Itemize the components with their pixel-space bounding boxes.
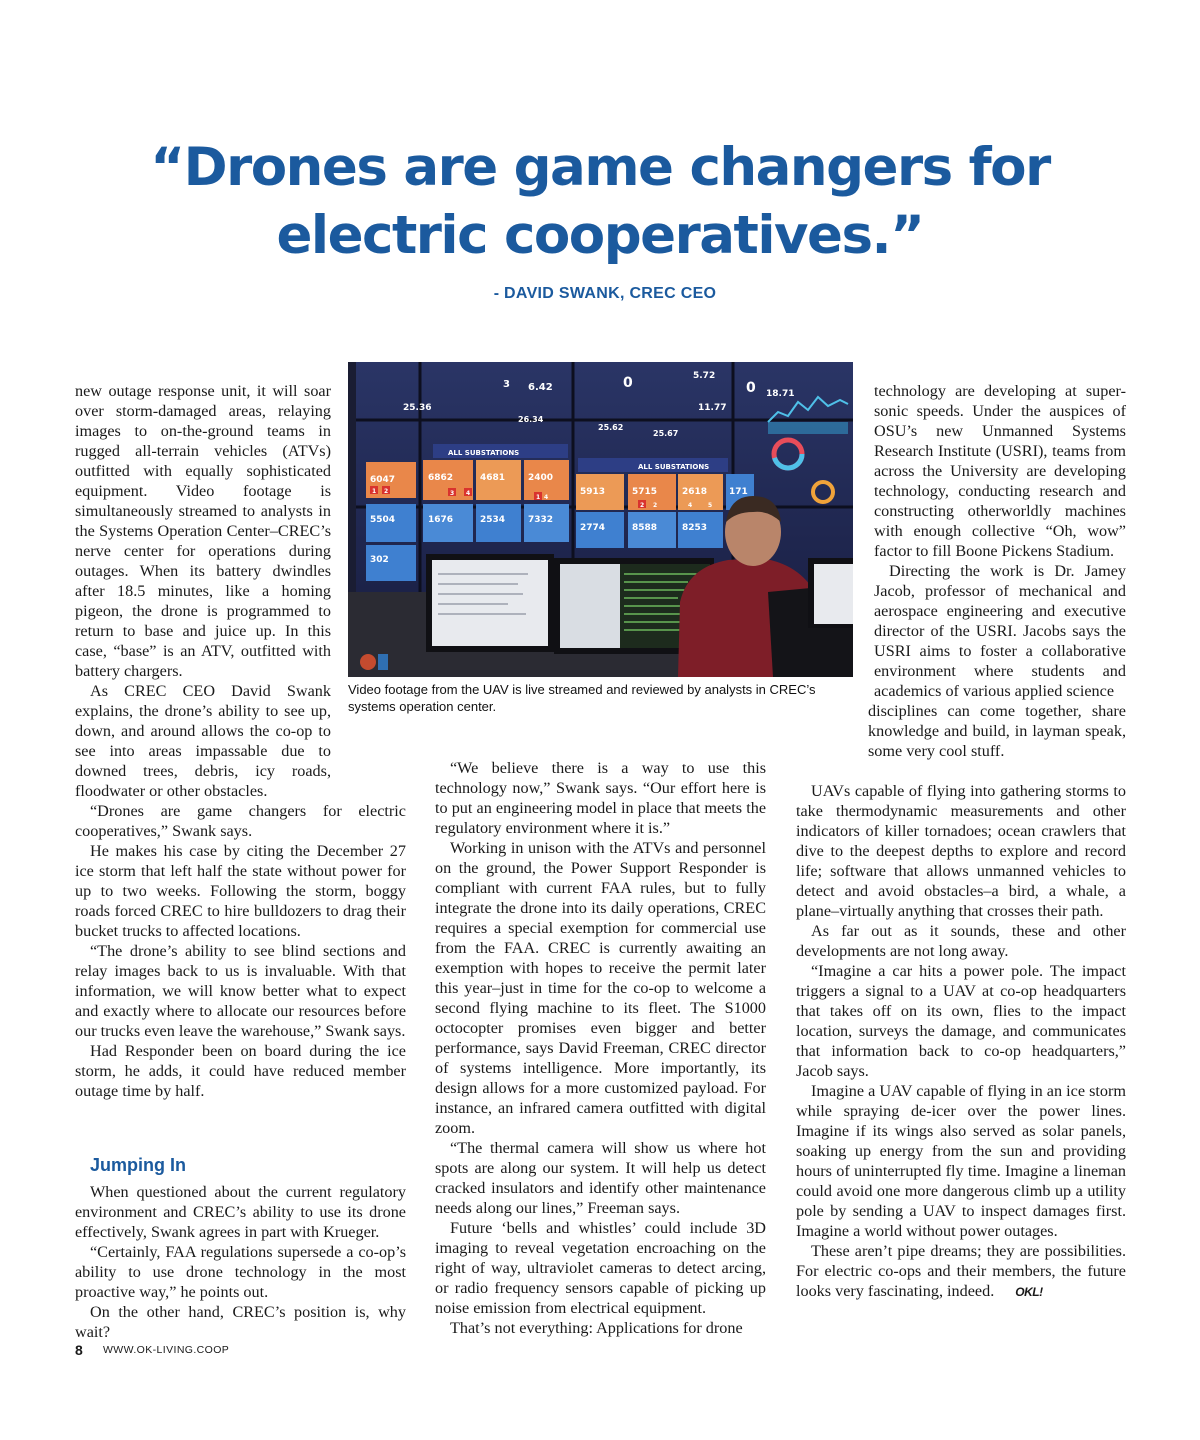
- screen-label: 0: [623, 375, 633, 391]
- section-subhead: Jumping In: [90, 1155, 186, 1175]
- operations-center-photo: [348, 362, 853, 677]
- end-mark-logo: OKL!: [1015, 1285, 1043, 1299]
- screen-label: 8253: [682, 523, 708, 533]
- screen-label: 7332: [528, 515, 554, 525]
- paragraph: [796, 1241, 1126, 1302]
- screen-label: 2: [653, 502, 658, 509]
- screen-label: 4681: [480, 473, 506, 483]
- paragraph-text: These aren’t pipe dreams; they are possibilities. For electric co-ops and their members, the future looks very fascinating, indeed.: [796, 1242, 1126, 1300]
- screen-label: 2400: [528, 473, 554, 483]
- paragraph: “Certainly, FAA regulations supersede a co-op’s ability to use drone technology in the most proactive way,” he points out.: [75, 1243, 406, 1301]
- screen-label: 2: [384, 488, 389, 495]
- screen-label: 0: [746, 380, 756, 396]
- screen-label: 5504: [370, 515, 396, 525]
- paragraph: Working in unison with the ATVs and personnel on the ground, the Power Support Responder is compliant with current FAA rules, but to fully integrate the drone into its daily operations, CREC requires a special exemption for commercial use from the FAA. CREC is currently awaiting an exemption with hopes to receive the permit later this year–just in time for the co-op to welcome a second flying machine to its fleet. The S1000 octocopter promises even bigger and better performance, says David Freeman, CREC director of systems intelligence. More importantly, its design allows for a more customized payload. For instance, an infrared camera outfitted with digital zoom.: [435, 839, 766, 1137]
- article-column-3-top: [874, 381, 1126, 701]
- screen-label: 302: [370, 555, 389, 565]
- screen-label: 1676: [428, 515, 454, 525]
- screen-label: 1: [536, 494, 541, 501]
- screen-label: 1: [372, 488, 377, 495]
- paragraph: He makes his case by citing the December 27 ice storm that left half the state without power for up to two weeks. Following the storm, boggy roads forced CREC to hire bulldozers to drag their bucket trucks to affected locations.: [75, 842, 406, 940]
- footer-url: WWW.OK-LIVING.COOP: [103, 1344, 230, 1356]
- paragraph: “Imagine a car hits a power pole. The impact triggers a signal to a UAV at co-op headquarters that takes off on its own, flies to the impact location, surveys the damage, and communicates that information back to co-op headquarters,” Jacob says.: [796, 962, 1126, 1080]
- screen-label: 4: [544, 494, 549, 501]
- screen-label: 18.71: [766, 389, 795, 399]
- screen-label: 2534: [480, 515, 506, 525]
- screen-label: 4: [466, 490, 471, 497]
- article-column-3-mid: [868, 701, 1126, 761]
- photo-caption: Video footage from the UAV is live streamed and reviewed by analysts in CREC’s systems operation center.: [348, 682, 816, 714]
- screen-label: 5913: [580, 487, 606, 497]
- pull-quote: [0, 134, 1200, 270]
- screen-label: 171: [729, 487, 748, 497]
- screen-label: 5715: [632, 487, 658, 497]
- paragraph: “The thermal camera will show us where hot spots are along our system. It will help us detect cracked insulators and identify other maintenance needs along our lines,” Freeman says.: [435, 1139, 766, 1217]
- article-column-1-continued: [75, 1182, 406, 1342]
- screen-label: 25.62: [598, 423, 624, 432]
- paragraph: On the other hand, CREC’s position is, why wait?: [75, 1303, 406, 1341]
- screen-label: 11.77: [698, 403, 727, 413]
- screen-label: 2: [640, 502, 645, 509]
- screen-label: 25.67: [653, 429, 679, 438]
- screen-label: 6047: [370, 475, 396, 485]
- paragraph: As far out as it sounds, these and other developments are not long away.: [796, 922, 1126, 960]
- paragraph: “Drones are game changers for electric cooperatives,” Swank says.: [75, 802, 406, 840]
- screen-label: 8588: [632, 523, 658, 533]
- paragraph: Had Responder been on board during the ice storm, he adds, it could have reduced member outage time by half.: [75, 1042, 406, 1100]
- screen-label: 5.72: [693, 371, 716, 381]
- paragraph: Directing the work is Dr. Jamey Jacob, professor of mechanical and aerospace engineering and executive director of the USRI. Jacobs says the USRI aims to foster a collaborative environment where students and academics of various applied science: [874, 562, 1126, 700]
- screen-label: 6862: [428, 473, 454, 483]
- screen-label: 5: [708, 502, 713, 509]
- paragraph: That’s not everything: Applications for drone: [450, 1319, 743, 1337]
- screen-label: 25.36: [403, 403, 432, 413]
- paragraph: “The drone’s ability to see blind sections and relay images back to us is invaluable. With that information, we will know better what to expect and exactly where to allocate our resources before our trucks even leave the warehouse,” Swank says.: [75, 942, 406, 1040]
- screen-label: ALL SUBSTATIONS: [638, 463, 710, 471]
- paragraph: Imagine a UAV capable of flying in an ice storm while spraying de-icer over the power lines. Imagine if its wings also served as solar panels, soaking up energy from the sun and providing hours of uninterrupted fly time. Imagine a lineman could avoid one more dangerous climb up a utility pole by sending a UAV to inspect damages first. Imagine a world without power outages.: [796, 1082, 1126, 1240]
- screen-label: 3: [450, 490, 455, 497]
- pull-quote-attribution: - DAVID SWANK, CREC CEO: [493, 285, 717, 302]
- article-column-3: [796, 781, 1126, 1302]
- page-number: 8: [75, 1342, 83, 1358]
- pull-quote-line-1: “Drones are game changers for: [150, 137, 1050, 198]
- paragraph: “We believe there is a way to use this technology now,” Swank says. “Our effort here is to put an engineering model in place that meets the regulatory environment where it is.”: [435, 759, 766, 837]
- operations-center-illustration: [348, 362, 853, 677]
- paragraph: As CREC CEO David Swank explains, the drone’s ability to see up, down, and around allows the co-op to see into areas impassable due to downed trees, debris, icy roads, floodwater or other obstacles.: [75, 682, 331, 800]
- article-column-2: [435, 758, 766, 1338]
- paragraph: new outage response unit, it will soar over storm-damaged areas, relaying images to on-the-ground teams in rugged all-terrain vehicles (ATVs) outfitted with equally sophisticated equipment. Video footage is simultaneously streamed to analysts in the Systems Operation Center–CREC’s nerve center for operations during outages. When its battery dwindles after 18.5 minutes, like a homing pigeon, the drone is programmed to return to base and juice up. In this case, “base” is an ATV, outfitted with battery chargers.: [75, 382, 331, 680]
- screen-label: ALL SUBSTATIONS: [448, 449, 520, 457]
- paragraph: disciplines can come together, share knowledge and build, in layman speak, some very cool stuff.: [868, 702, 1126, 760]
- paragraph: UAVs capable of flying into gathering storms to take thermodynamic measurements and other indicators of killer tornadoes; ocean crawlers that dive to the deepest depths to explore and record life; software that allows unmanned vehicles to detect and avoid obstacles–a bird, a whale, a plane–virtually anything that crosses their path.: [796, 782, 1126, 920]
- paragraph: technology are developing at super-sonic speeds. Under the auspices of OSU’s new Unmanned Systems Research Institute (USRI), teams from across the University are developing technology, conducting research and constructing otherworldly machines with enough collective “Oh, wow” factor to fill Boone Pickens Stadium.: [874, 382, 1126, 560]
- screen-label: 26.34: [518, 415, 544, 424]
- screen-label: 6.42: [528, 382, 553, 393]
- pull-quote-line-2: electric cooperatives.”: [276, 205, 924, 266]
- paragraph: Future ‘bells and whistles’ could include 3D imaging to reveal vegetation encroaching on the right of way, ultraviolet cameras to detect arcing, or radio frequency sensors capable of picking up noise emission from electrical equipment.: [435, 1219, 766, 1317]
- screen-label: 4: [688, 502, 693, 509]
- screen-label: 2618: [682, 487, 708, 497]
- paragraph: When questioned about the current regulatory environment and CREC’s ability to use its drone effectively, Swank agrees in part with Krueger.: [75, 1183, 406, 1241]
- screen-label: 2774: [580, 523, 606, 533]
- screen-label: 3: [503, 379, 510, 390]
